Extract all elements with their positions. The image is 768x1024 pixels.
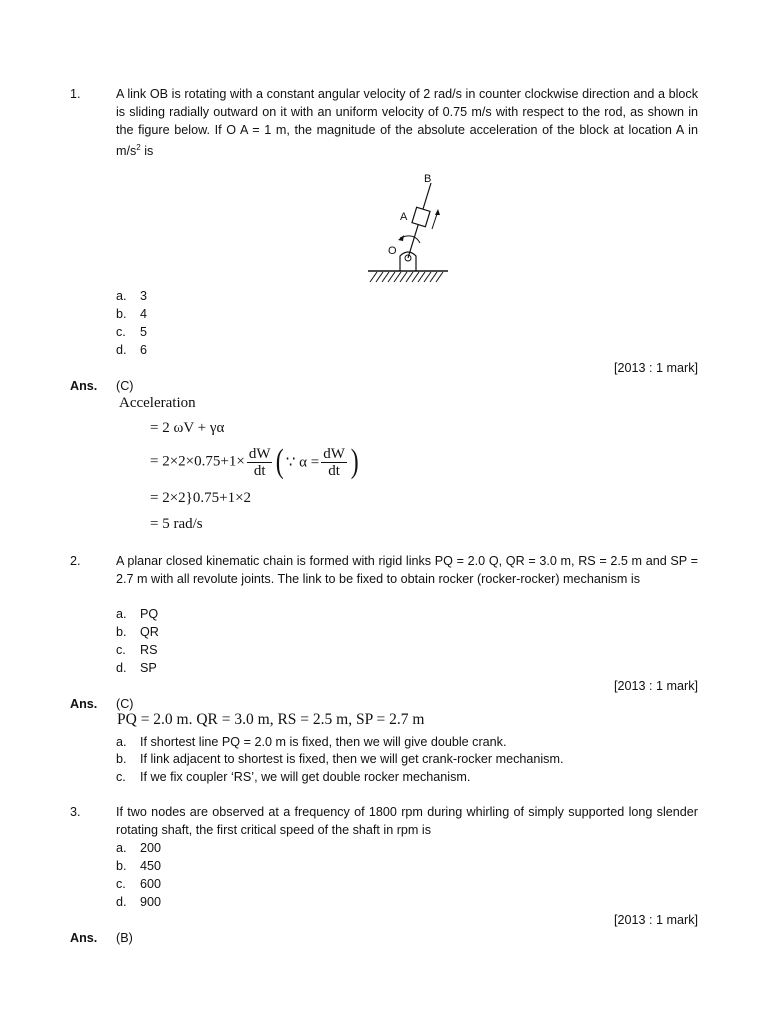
- q2-expl-c: c. If we fix coupler ‘RS’, we will get double rocker mechanism.: [116, 770, 471, 784]
- q1-option-b: b. 4: [116, 307, 148, 321]
- q3-number: 3.: [70, 805, 81, 819]
- q3-ans: (B): [116, 931, 133, 945]
- q2-number: 2.: [70, 554, 81, 568]
- q3-ans-label: Ans.: [70, 931, 98, 945]
- q1-text-main: A link OB is rotating with a constant angular velocity of 2 rad/s in counter clockwise direction and a block is sliding radially outward on it with an uniform velocity of 0.75 m/s with respect to the rod, as shown in the figure below. If O A = 1 m, the magnitude of the absolute acceleration of the block at location A in m/s: [116, 87, 698, 159]
- q2-option-c: c. RS: [116, 643, 158, 657]
- q1-sol-line4: = 5 rad/s: [150, 516, 203, 532]
- q2-option-b: b. QR: [116, 625, 159, 639]
- q1-option-d: d. 6: [116, 343, 148, 357]
- q2-option-a: a. PQ: [116, 607, 159, 621]
- q3-text: If two nodes are observed at a frequency of 1800 rpm during whirling of simply supported long slender rotating shaft, the first critical speed of the shaft in rpm is: [116, 805, 698, 837]
- q2-mark: [2013 : 1 mark]: [614, 679, 698, 693]
- q2-ans: (C): [116, 697, 134, 711]
- q3-option-d: d. 900: [116, 895, 162, 909]
- q1-number: 1.: [70, 87, 81, 101]
- q3-option-b: b. 450: [116, 859, 162, 873]
- q3-option-c: c. 600: [116, 877, 162, 891]
- q1-sol-line1: = 2 ωV + γα: [150, 420, 225, 436]
- label-a: A: [400, 211, 408, 223]
- q1-text: [116, 85, 698, 160]
- q1-ans-label: Ans.: [70, 379, 98, 393]
- q2-expl-b: b. If link adjacent to shortest is fixed, then we will get crank-rocker mechanism.: [116, 752, 564, 766]
- q1-option-a: a. 3: [116, 289, 148, 303]
- label-b: B: [424, 173, 432, 185]
- q1-sol-line2: = 2×2×0.75+1× $\frac{dW}{dt}$ ( ∵ α = $\frac{dW}{dt}$ ): [150, 443, 359, 480]
- q3-mark: [2013 : 1 mark]: [614, 913, 698, 927]
- q1-sol-heading: Acceleration: [119, 395, 196, 411]
- q1-mark: [2013 : 1 mark]: [614, 361, 698, 375]
- q2-ans-label: Ans.: [70, 697, 98, 711]
- q2-sol-line: PQ = 2.0 m. QR = 3.0 m, RS = 2.5 m, SP = 2.7 m: [117, 711, 425, 728]
- link-block-figure: [360, 168, 460, 290]
- q2-expl-a: a. If shortest line PQ = 2.0 m is fixed, then we will give double crank.: [116, 735, 507, 749]
- q1-text-sup: 2: [136, 143, 141, 152]
- q3-option-a: a. 200: [116, 841, 162, 855]
- q2-text: A planar closed kinematic chain is formed with rigid links PQ = 2.0 Q, QR = 3.0 m, RS = 2.5 m and SP = 2.7 m with all revolute joints. The link to be fixed to obtain rocker (rocker-rocker) mechanism is: [116, 554, 698, 586]
- q1-text-end: is: [140, 144, 154, 159]
- q1-option-c: c. 5: [116, 325, 148, 339]
- q1-sol-line3: = 2×2}0.75+1×2: [150, 490, 252, 506]
- label-o: O: [388, 245, 397, 257]
- q1-ans: (C): [116, 379, 134, 393]
- q2-option-d: d. SP: [116, 661, 157, 675]
